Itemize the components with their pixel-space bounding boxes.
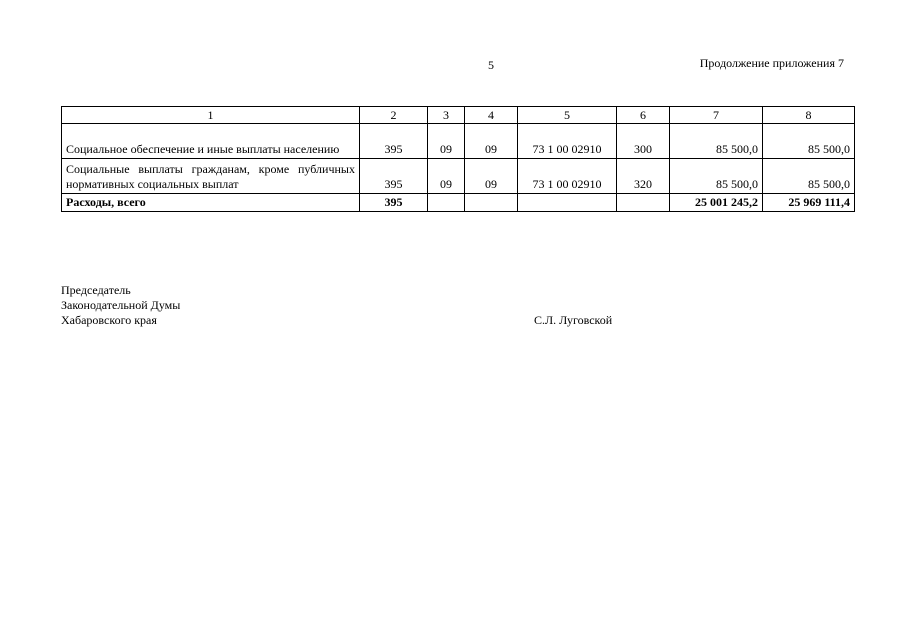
column-header: 6: [617, 107, 670, 124]
column-header: 2: [360, 107, 428, 124]
table-header-row: [62, 107, 855, 124]
empty-cell: [617, 194, 670, 212]
total-label: Расходы, всего: [62, 194, 360, 212]
row-subsection: 09: [465, 159, 518, 194]
row-sum-2: 85 500,0: [763, 124, 855, 159]
row-sum-1: 85 500,0: [670, 124, 763, 159]
column-header: 5: [518, 107, 617, 124]
total-row: [62, 194, 855, 212]
row-target: 73 1 00 02910: [518, 124, 617, 159]
row-sum-2: 85 500,0: [763, 159, 855, 194]
page-number: 5: [488, 58, 494, 72]
row-code: 395: [360, 124, 428, 159]
signature-title-line: Председатель: [61, 283, 131, 297]
row-target: 73 1 00 02910: [518, 159, 617, 194]
empty-cell: [465, 194, 518, 212]
signer-name: С.Л. Луговской: [534, 313, 613, 327]
column-header: 1: [62, 107, 360, 124]
table-row: [62, 124, 855, 159]
empty-cell: [518, 194, 617, 212]
table-row: [62, 159, 855, 194]
row-section: 09: [428, 159, 465, 194]
row-name: Социальные выплаты гражданам, кроме публичных нормативных социальных выплат: [62, 159, 360, 194]
column-header: 3: [428, 107, 465, 124]
signature-title-line: Хабаровского края: [61, 313, 157, 327]
total-sum-2: 25 969 111,4: [763, 194, 855, 212]
row-sum-1: 85 500,0: [670, 159, 763, 194]
row-subsection: 09: [465, 124, 518, 159]
total-sum-1: 25 001 245,2: [670, 194, 763, 212]
row-name: Социальное обеспечение и иные выплаты населению: [62, 124, 360, 159]
column-header: 7: [670, 107, 763, 124]
signature-title-line: Законодательной Думы: [61, 298, 181, 312]
row-section: 09: [428, 124, 465, 159]
total-code: 395: [360, 194, 428, 212]
empty-cell: [428, 194, 465, 212]
row-expense-type: 300: [617, 124, 670, 159]
column-header: 8: [763, 107, 855, 124]
row-code: 395: [360, 159, 428, 194]
appendix-continuation-note: Продолжение приложения 7: [699, 56, 844, 70]
budget-table: [61, 106, 855, 212]
row-expense-type: 320: [617, 159, 670, 194]
column-header: 4: [465, 107, 518, 124]
signature-title: [61, 283, 180, 328]
